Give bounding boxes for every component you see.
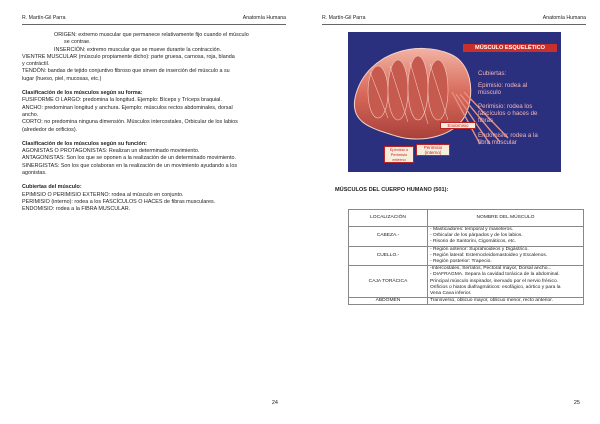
table-header-row xyxy=(349,210,584,227)
cubiertas-label: Cubiertas: xyxy=(478,70,507,77)
funcion-heading: Clasificación de los músculos según su función: xyxy=(22,140,147,147)
tendon-line-1: TENDÓN: bandas de tejido conjuntivo fibroso que sirven de inserción del músculo a su xyxy=(22,68,230,75)
page-header xyxy=(22,15,286,25)
fusiforme-line: FUSIFORME O LARGO: predomina la longitud. Ejemplo: Bíceps y Tríceps braquial. xyxy=(22,97,222,104)
ancho-line-1: ANCHO: predominan longitud y anchura. Ejemplo: músculos rectos abdominales, dorsal xyxy=(22,104,233,111)
epimisio-label: Epimisio: rodea al músculo xyxy=(478,82,528,96)
origen-line-2: se contrae. xyxy=(64,39,91,46)
endomisio-box: Endomisio xyxy=(440,122,476,129)
sinergistas-line-1: SINERGISTAS: Son los que colaboran en la realización de un movimiento ayudando a los xyxy=(22,162,238,169)
perimisio-interno-box: Perimisio (interno) xyxy=(416,144,450,156)
header-subject: Anatomía Humana xyxy=(542,15,586,21)
col-localizacion: LOCALIZACIÓN xyxy=(349,210,428,227)
corto-line-1: CORTO: no predomina ninguna dimensión. Músculos intercostales, Orbicular de los labios xyxy=(22,119,238,126)
row-muscles: -Intercostales, Serratos, Pectoral mayor, Dorsal ancho... - DIAFRAGMA. Separa la cavidad torácica de la abdominal. Principal músculo inspirador, inervado por el nervio frénico. Orificios o hiatos diafragmáticos: esofágico, aórtico y para la Vena Cava inferior. xyxy=(428,266,584,298)
sinergistas-line-2: agonistas. xyxy=(22,170,47,177)
epimisio-line: EPIMISIO O PERIMISIO EXTERNO: rodea al músculo en conjunto. xyxy=(22,191,184,198)
vientre-line-1: VIENTRE MUSCULAR (músculo propiamente dicho): parte gruesa, carnosa, roja, blanda xyxy=(22,53,235,60)
muscles-table xyxy=(348,209,584,305)
row-location: CABEZA.- xyxy=(349,227,428,247)
origen-line-1: ORIGEN: extremo muscular que permanece relativamente fijo cuando el músculo xyxy=(54,32,249,38)
table-row xyxy=(349,266,584,298)
page-header xyxy=(322,15,586,25)
ancho-line-2: ancho. xyxy=(22,111,39,118)
row-muscles: - Masticadores: temporal y maseteros. - Orbicular de los párpados y de los labios. - Risorio de Santorini, Cigomáticos, etc. xyxy=(428,227,584,247)
table-caption: MÚSCULOS DEL CUERPO HUMANO (501): xyxy=(335,187,449,193)
epimisio-box: Epimisio o Perimisio externo xyxy=(384,146,414,163)
page-number: 25 xyxy=(573,400,580,406)
right-page xyxy=(300,0,600,424)
table-row xyxy=(349,227,584,247)
row-location: ABDOMEN xyxy=(349,298,428,305)
corto-line-2: (alrededor de orificios). xyxy=(22,126,78,133)
row-location: CUELLO.- xyxy=(349,246,428,266)
forma-heading: Clasificación de los músculos según su forma: xyxy=(22,90,143,97)
perimisio-line: PERIMISIO (interno): rodea a los FASCÍCULOS O HACES de fibras musculares. xyxy=(22,198,216,205)
header-author: R. Martín-Gil Parra xyxy=(322,15,366,21)
body-text xyxy=(22,32,280,214)
antagonistas-line: ANTAGONISTAS: Son los que se oponen a la realización de un determinado movimiento. xyxy=(22,155,237,162)
header-author: R. Martín-Gil Parra xyxy=(22,15,66,21)
header-subject: Anatomía Humana xyxy=(242,15,286,21)
perimisio-label: Perimisio: rodea los fascículos o haces de fibras xyxy=(478,103,538,124)
cubiertas-heading: Cubiertas del músculo: xyxy=(22,184,82,191)
row-location: CAJA TORÁCICA xyxy=(349,266,428,298)
page-number: 24 xyxy=(271,400,278,406)
row-muscles: Transverso, oblicuo mayor, oblicuo menor, recto anterior. xyxy=(428,298,584,305)
vientre-line-2: y contráctil. xyxy=(22,61,50,68)
endomisio-label: Endomisio: rodea a la fibra muscular xyxy=(478,132,538,146)
insercion-line: INSERCIÓN: extremo muscular que se mueve durante la contracción. xyxy=(54,46,222,53)
agonistas-line: AGONISTAS O PROTAGONISTAS: Realizan un determinado movimiento. xyxy=(22,148,200,155)
skeletal-muscle-figure xyxy=(348,32,561,172)
col-nombre: NOMBRE DEL MÚSCULO xyxy=(428,210,584,227)
table-row xyxy=(349,246,584,266)
table-row xyxy=(349,298,584,305)
muscle-illustration xyxy=(348,32,561,172)
row-muscles: - Región anterior: Suprahioideos y Digástrico. - Región lateral: Esternocleidomastoideo y Escalenos. - Región posterior: Trapecio. xyxy=(428,246,584,266)
tendon-line-2: lugar (hueso, piel, mucosas, etc.) xyxy=(22,75,102,82)
figure-title: MÚSCULO ESQUELÉTICO xyxy=(463,44,557,52)
endomisio-line: ENDOMISIO: rodea a la FIBRA MUSCULAR. xyxy=(22,206,131,213)
